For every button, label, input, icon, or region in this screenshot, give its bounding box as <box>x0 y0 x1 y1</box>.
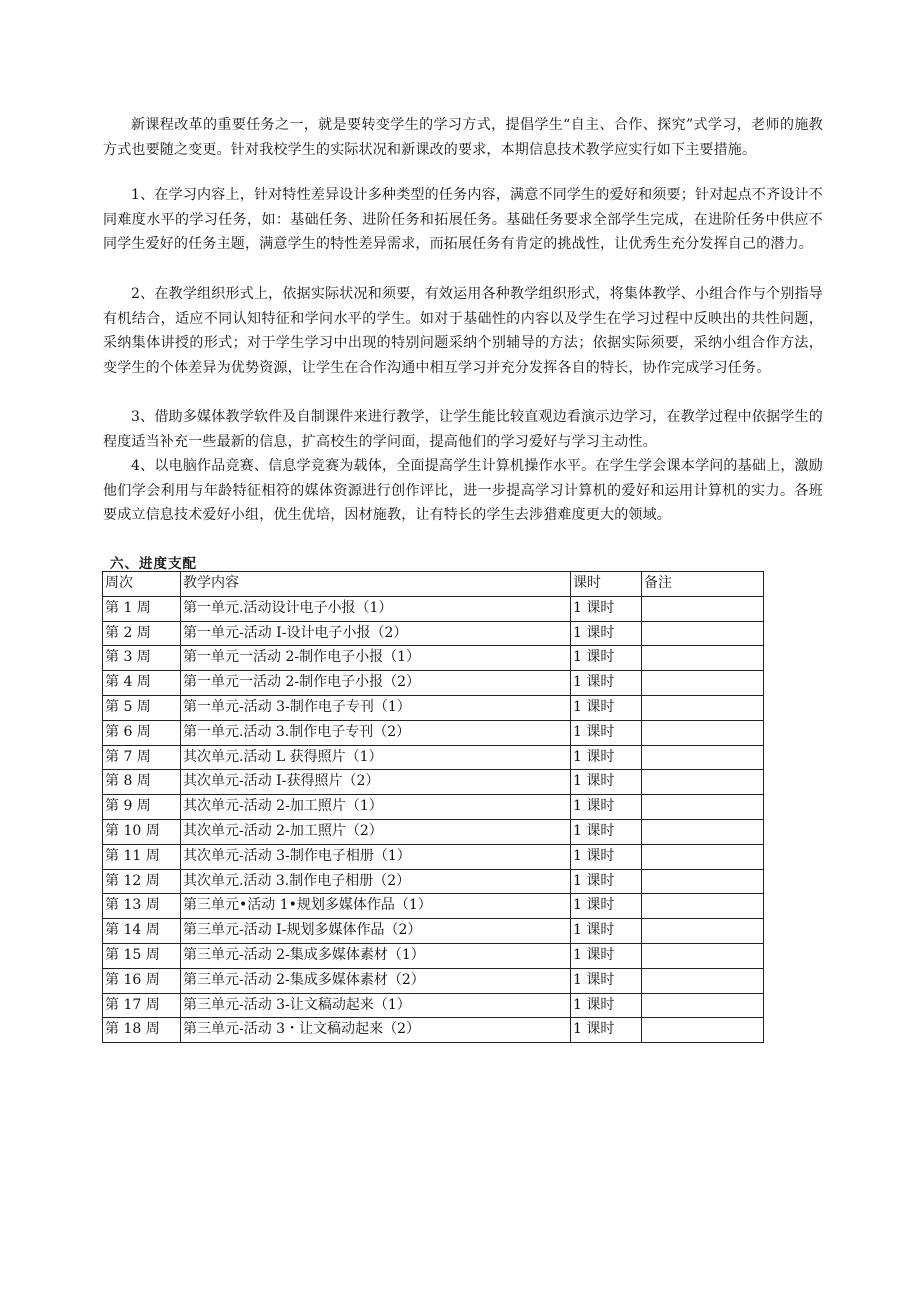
cell-remarks <box>642 695 764 720</box>
cell-remarks <box>642 869 764 894</box>
cell-week: 第 5 周 <box>103 695 181 720</box>
cell-hours: 1 课时 <box>571 894 642 919</box>
section-heading: 六、进度支配 <box>110 556 197 572</box>
cell-hours: 1 课时 <box>571 745 642 770</box>
table-row <box>103 596 764 621</box>
cell-remarks <box>642 919 764 944</box>
cell-content: 第三单元-活动 3・让文稿动起来（2） <box>181 1018 571 1043</box>
header-remarks: 备注 <box>642 572 764 597</box>
cell-hours: 1 课时 <box>571 671 642 696</box>
cell-week: 第 7 周 <box>103 745 181 770</box>
cell-remarks <box>642 968 764 993</box>
cell-week: 第 3 周 <box>103 646 181 671</box>
cell-hours: 1 课时 <box>571 869 642 894</box>
cell-remarks <box>642 943 764 968</box>
cell-hours: 1 课时 <box>571 819 642 844</box>
cell-week: 第 16 周 <box>103 968 181 993</box>
table-row <box>103 819 764 844</box>
header-content: 教学内容 <box>181 572 571 597</box>
table-row <box>103 621 764 646</box>
cell-week: 第 18 周 <box>103 1018 181 1043</box>
cell-content: 第三单元-活动 2-集成多媒体素材（1） <box>181 943 571 968</box>
table-row <box>103 695 764 720</box>
cell-remarks <box>642 720 764 745</box>
table-row <box>103 1018 764 1043</box>
cell-hours: 1 课时 <box>571 720 642 745</box>
table-row <box>103 671 764 696</box>
cell-hours: 1 课时 <box>571 770 642 795</box>
cell-week: 第 6 周 <box>103 720 181 745</box>
header-week: 周次 <box>103 572 181 597</box>
cell-content: 第一单元-活动 3-制作电子专刊（1） <box>181 695 571 720</box>
cell-remarks <box>642 894 764 919</box>
paragraph-intro: 新课程改革的重要任务之一，就是要转变学生的学习方式，提倡学生“自主、合作、探究”式学习，老师的施教方式也要随之变更。针对我校学生的实际状况和新课改的要求，本期信息技术教学应实行如下主要措施。 <box>103 117 823 158</box>
table-row <box>103 646 764 671</box>
cell-week: 第 14 周 <box>103 919 181 944</box>
cell-hours: 1 课时 <box>571 621 642 646</box>
cell-remarks <box>642 1018 764 1043</box>
cell-remarks <box>642 745 764 770</box>
cell-content: 第一单元.活动设计电子小报（1） <box>181 596 571 621</box>
paragraph-measure-1: 1、在学习内容上，针对特性差异设计多种类型的任务内容，满意不同学生的爱好和须要；针对起点不齐设计不同难度水平的学习任务，如：基础任务、进阶任务和拓展任务。基础任务要求全部学生完成，在进阶任务中供应不同学生爱好的任务主题，满意学生的特性差异需求，而拓展任务有肯定的挑战性，让优秀生充分发挥自己的潜力。 <box>103 187 823 253</box>
paragraph-measure-3: 3、借助多媒体教学软件及自制课件来进行教学，让学生能比较直观边看演示边学习，在教学过程中依据学生的程度适当补充一些最新的信息，扩高校生的学问面，提高他们的学习爱好与学习主动性。 <box>103 409 823 450</box>
cell-hours: 1 课时 <box>571 968 642 993</box>
cell-week: 第 11 周 <box>103 844 181 869</box>
cell-hours: 1 课时 <box>571 695 642 720</box>
header-hours: 课时 <box>571 572 642 597</box>
cell-remarks <box>642 819 764 844</box>
cell-content: 第三单元•活动 1•规划多媒体作品（1） <box>181 894 571 919</box>
table-row <box>103 894 764 919</box>
table-header-row <box>103 572 764 597</box>
cell-hours: 1 课时 <box>571 844 642 869</box>
cell-hours: 1 课时 <box>571 993 642 1018</box>
table-row <box>103 844 764 869</box>
cell-hours: 1 课时 <box>571 646 642 671</box>
cell-hours: 1 课时 <box>571 1018 642 1043</box>
cell-remarks <box>642 621 764 646</box>
cell-hours: 1 课时 <box>571 919 642 944</box>
cell-content: 其次单元-活动 3-制作电子相册（1） <box>181 844 571 869</box>
cell-content: 第一单元一活动 2-制作电子小报（2） <box>181 671 571 696</box>
cell-content: 其次单元.活动 3.制作电子相册（2） <box>181 869 571 894</box>
cell-week: 第 15 周 <box>103 943 181 968</box>
cell-content: 第一单元-活动 I-设计电子小报（2） <box>181 621 571 646</box>
cell-week: 第 1 周 <box>103 596 181 621</box>
cell-week: 第 8 周 <box>103 770 181 795</box>
table-row <box>103 770 764 795</box>
cell-remarks <box>642 646 764 671</box>
cell-week: 第 9 周 <box>103 795 181 820</box>
cell-hours: 1 课时 <box>571 943 642 968</box>
cell-content: 第一单元一活动 2-制作电子小报（1） <box>181 646 571 671</box>
cell-week: 第 10 周 <box>103 819 181 844</box>
cell-hours: 1 课时 <box>571 795 642 820</box>
cell-remarks <box>642 770 764 795</box>
cell-week: 第 4 周 <box>103 671 181 696</box>
cell-week: 第 17 周 <box>103 993 181 1018</box>
cell-content: 第三单元-活动 3-让文稿动起来（1） <box>181 993 571 1018</box>
cell-content: 其次单元-活动 2-加工照片（1） <box>181 795 571 820</box>
cell-content: 第三单元-活动 2-集成多媒体素材（2） <box>181 968 571 993</box>
cell-remarks <box>642 596 764 621</box>
table-row <box>103 745 764 770</box>
table-row <box>103 720 764 745</box>
table-row <box>103 943 764 968</box>
table-row <box>103 993 764 1018</box>
cell-content: 第一单元.活动 3.制作电子专刊（2） <box>181 720 571 745</box>
cell-remarks <box>642 671 764 696</box>
cell-content: 第三单元-活动 I-规划多媒体作品（2） <box>181 919 571 944</box>
paragraph-measure-4: 4、以电脑作品竞赛、信息学竞赛为载体，全面提高学生计算机操作水平。在学生学会课本学问的基础上，激励他们学会利用与年龄特征相符的媒体资源进行创作评比，进一步提高学习计算机的爱好和运用计算机的实力。各班要成立信息技术爱好小组，优生优培，因材施教，让有特长的学生去涉猎难度更大的领域。 <box>103 458 823 524</box>
cell-content: 其次单元.活动 L 获得照片（1） <box>181 745 571 770</box>
cell-hours: 1 课时 <box>571 596 642 621</box>
cell-remarks <box>642 795 764 820</box>
cell-remarks <box>642 993 764 1018</box>
paragraph-measure-2: 2、在教学组织形式上，依据实际状况和须要，有效运用各种教学组织形式，将集体教学、小组合作与个别指导有机结合，适应不同认知特征和学问水平的学生。如对于基础性的内容以及学生在学习过程中反映出的共性问题，采纳集体讲授的形式；对于学生学习中出现的特别问题采纳个别辅导的方法；依据实际须要，采纳小组合作方法，变学生的个体差异为优势资源，让学生在合作沟通中相互学习并充分发挥各自的特长，协作完成学习任务。 <box>103 286 823 376</box>
table-row <box>103 869 764 894</box>
table-row <box>103 919 764 944</box>
cell-remarks <box>642 844 764 869</box>
cell-week: 第 2 周 <box>103 621 181 646</box>
cell-week: 第 12 周 <box>103 869 181 894</box>
cell-content: 其次单元-活动 I-获得照片（2） <box>181 770 571 795</box>
table-row <box>103 968 764 993</box>
table-row <box>103 795 764 820</box>
schedule-table <box>102 571 764 1043</box>
cell-content: 其次单元-活动 2-加工照片（2） <box>181 819 571 844</box>
cell-week: 第 13 周 <box>103 894 181 919</box>
